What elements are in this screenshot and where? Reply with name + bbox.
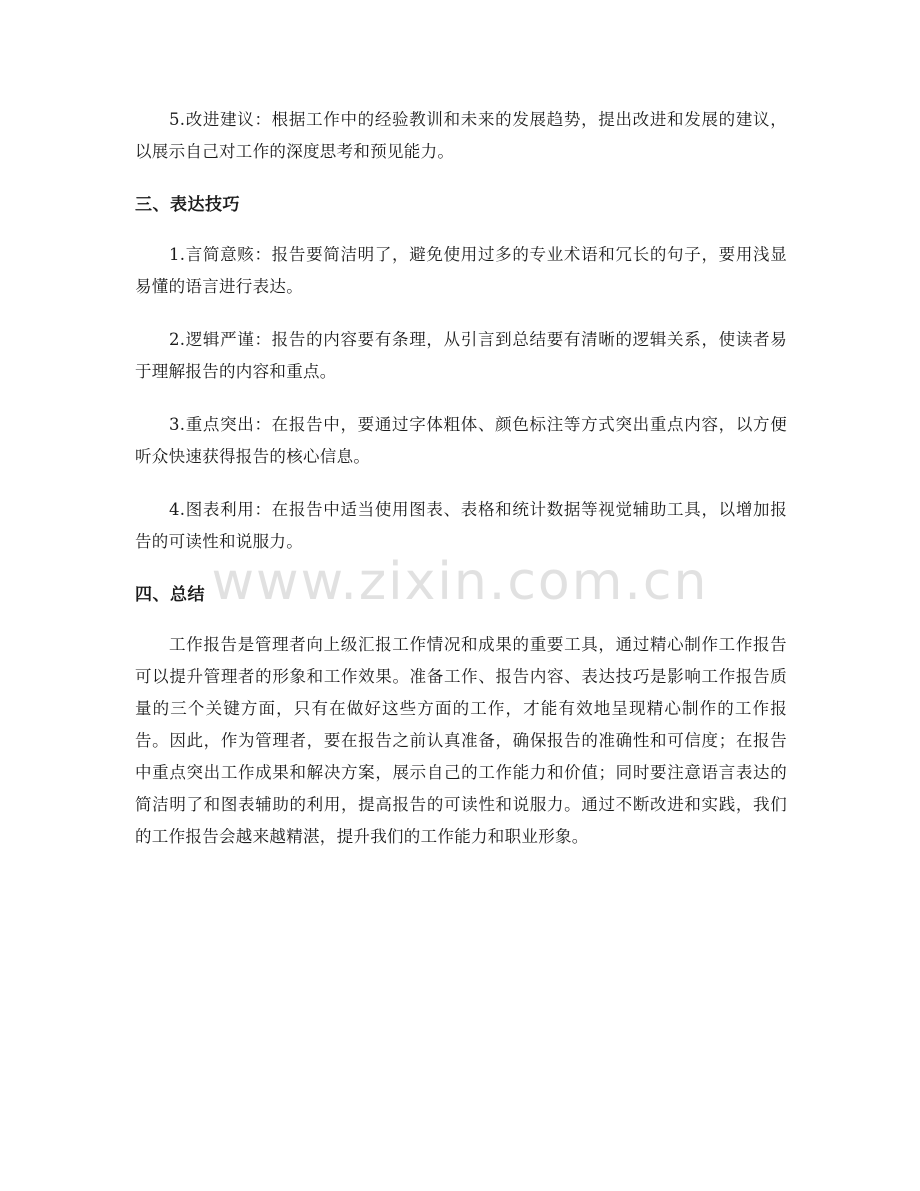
- paragraph-summary: 工作报告是管理者向上级汇报工作情况和成果的重要工具，通过精心制作工作报告可以提升管理者的形象和工作效果。准备工作、报告内容、表达技巧是影响工作报告质量的三个关键方面，只有在做好这些方面的工作，才能有效地呈现精心制作的工作报告。因此，作为管理者，要在报告之前认真准备，确保报告的准确性和可信度；在报告中重点突出工作成果和解决方案，展示自己的工作能力和价值；同时要注意语言表达的简洁明了和图表辅助的利用，提高报告的可读性和说服力。通过不断改进和实践，我们的工作报告会越来越精湛，提升我们的工作能力和职业形象。: [135, 635, 787, 846]
- paragraph-skill-2: 2.逻辑严谨：报告的内容要有条理，从引言到总结要有清晰的逻辑关系，使读者易于理解报告的内容和重点。: [135, 330, 787, 381]
- paragraph-item-5: 5.改进建议：根据工作中的经验教训和未来的发展趋势，提出改进和发展的建议，以展示自己对工作的深度思考和预见能力。: [135, 110, 787, 161]
- paragraph-skill-3: 3.重点突出：在报告中，要通过字体粗体、颜色标注等方式突出重点内容，以方便听众快速获得报告的核心信息。: [135, 415, 787, 466]
- paragraph-skill-4: 4.图表利用：在报告中适当使用图表、表格和统计数据等视觉辅助工具，以增加报告的可读性和说服力。: [135, 500, 787, 551]
- section-heading-expression-skills: 三、表达技巧: [135, 195, 240, 215]
- watermark: www.zixin.com.cn: [211, 552, 709, 612]
- document-content: [135, 104, 787, 874]
- paragraph-skill-1: 1.言简意赅：报告要简洁明了，避免使用过多的专业术语和冗长的句子，要用浅显易懂的语言进行表达。: [135, 245, 787, 296]
- section-heading-summary: 四、总结: [135, 585, 205, 605]
